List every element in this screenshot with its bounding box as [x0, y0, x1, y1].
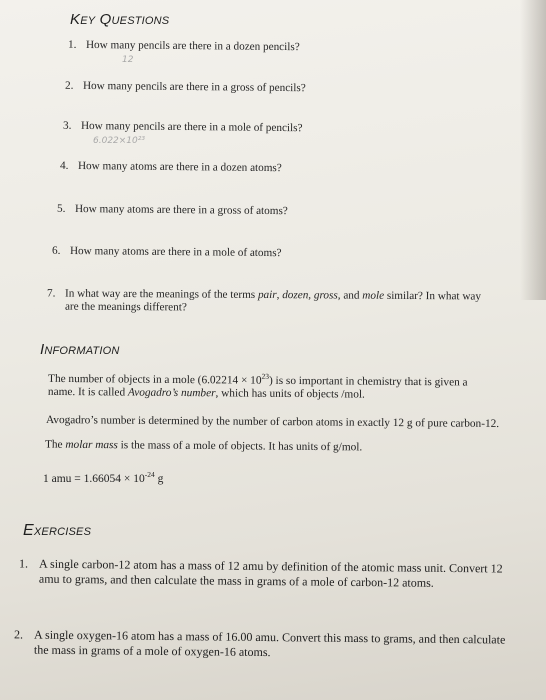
- info-paragraph-2: Avogadro’s number is determined by the number of carbon atoms in exactly 12 g of pure carbon-12.: [45, 414, 500, 430]
- question-number: 3.: [62, 119, 72, 132]
- handwritten-answer-1: 12: [122, 55, 134, 65]
- term-pair: pair: [257, 288, 277, 302]
- question-text-line1: In what way are the meanings of the terms: [65, 287, 256, 301]
- term-molar-mass: molar mass: [65, 438, 118, 452]
- key-questions-heading: Key Questions: [70, 11, 170, 28]
- question-number: 1.: [67, 38, 77, 51]
- equation-text: 1 amu = 1.66054 × 10: [43, 473, 145, 485]
- info-text: , which has units of objects /mol.: [215, 387, 365, 401]
- question-1: [68, 39, 300, 53]
- question-number: 6.: [51, 244, 61, 257]
- exercise-text-line1: A single oxygen-16 atom has a mass of 16.00 amu. Convert this mass to grams, and then calculate: [34, 627, 506, 647]
- term-dozen: dozen: [282, 289, 309, 302]
- information-heading: Information: [40, 341, 120, 358]
- question-2: [65, 80, 306, 95]
- question-text: How many atoms are there in a dozen atoms?: [77, 160, 282, 175]
- question-3: [63, 120, 303, 135]
- term-mole: mole: [362, 289, 385, 302]
- question-text: How many pencils are there in a gross of pencils?: [82, 79, 306, 95]
- info-text: name. It is called: [47, 385, 126, 399]
- question-7: 7. In what way are the meanings of the terms pair, dozen, gross, and mole similar? In what way are the meanings different?: [47, 287, 482, 314]
- info-text: The number of objects in a mole (6.02214 × 10: [48, 372, 262, 387]
- conjunction: and: [343, 289, 360, 302]
- question-5: [57, 203, 288, 217]
- exponent: 23: [261, 371, 270, 381]
- question-number: 4.: [59, 159, 69, 172]
- question-text-line2: are the meanings different?: [64, 300, 187, 314]
- exponent: -24: [144, 470, 155, 479]
- info-text: ) is so important in chemistry that is given a: [268, 374, 468, 389]
- question-4: [60, 160, 282, 174]
- info-paragraph-1: [48, 373, 538, 403]
- info-paragraph-3: [45, 439, 362, 455]
- handwritten-answer-3: 6.022×10²³: [93, 136, 145, 146]
- term-avogadros-number: Avogadro’s number: [127, 386, 216, 400]
- exercise-text-line1: A single carbon-12 atom has a mass of 12 amu by definition of the atomic mass unit. Convert 12: [39, 556, 503, 576]
- question-number: 2.: [64, 79, 74, 92]
- exercise-1: [19, 556, 503, 591]
- exercise-2: [14, 627, 506, 662]
- exercise-number: 1.: [19, 556, 29, 571]
- info-text: The: [44, 438, 63, 451]
- question-text: How many pencils are there in a dozen pencils?: [85, 38, 300, 54]
- exercise-text-line2: the mass in grams of a mole of oxygen-16 atoms.: [33, 642, 271, 660]
- question-text: How many atoms are there in a mole of atoms?: [69, 244, 282, 260]
- equation-unit: g: [157, 473, 164, 485]
- question-text: How many atoms are there in a gross of atoms?: [74, 202, 288, 218]
- question-number: 5.: [56, 202, 66, 215]
- term-gross: gross: [313, 289, 338, 302]
- exercises-heading: Exercises: [23, 522, 92, 539]
- question-6: [52, 245, 282, 259]
- question-text: How many pencils are there in a mole of pencils?: [80, 119, 303, 135]
- info-text: is the mass of a mole of objects. It has units of g/mol.: [120, 439, 363, 454]
- amu-equation: [43, 470, 164, 486]
- exercise-number: 2.: [14, 627, 24, 642]
- question-text-line1-end: similar? In what way: [386, 289, 482, 303]
- question-number: 7.: [47, 287, 56, 300]
- exercise-text-line2: amu to grams, and then calculate the mass in grams of a mole of carbon-12 atoms.: [38, 571, 434, 590]
- page-edge-shadow: [520, 0, 546, 300]
